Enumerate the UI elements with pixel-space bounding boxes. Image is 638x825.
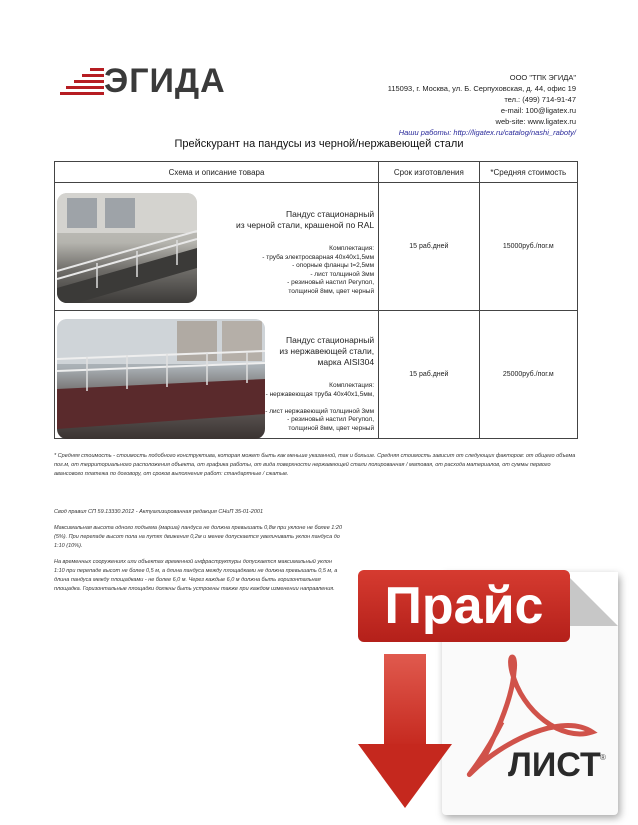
header-term: Срок изготовления xyxy=(379,162,479,183)
kit-line: - нержавеющая труба 40х40х1,5мм, xyxy=(265,390,375,398)
pdf-label: ЛИСТ xyxy=(508,746,601,784)
product-description xyxy=(265,335,374,433)
product-name-line: из нержавеющей стали, xyxy=(279,346,375,356)
kit-line: толщиной 8мм, цвет черный xyxy=(288,424,375,432)
price-cell: 25000руб./пог.м xyxy=(479,311,577,439)
page-title: Прейскурант на пандусы из черной/нержавеющей стали xyxy=(174,138,464,150)
product-name-line: марка AISI304 xyxy=(317,357,375,367)
download-arrow-icon xyxy=(384,654,426,748)
company-name: ООО "ТПК ЭГИДА" xyxy=(509,73,576,82)
kit-line: толщиной 8мм, цвет черный xyxy=(288,287,375,295)
product-name-line: из черной стали, крашеной по RAL xyxy=(235,220,375,230)
svg-text:®: ® xyxy=(600,753,606,762)
kit-line: - опорные фланцы t=2,5мм xyxy=(292,262,375,269)
works-link[interactable]: Наши работы: http://ligatex.ru/catalog/nashi_raboty/ xyxy=(398,128,576,137)
company-email[interactable]: e-mail: 100@ligatex.ru xyxy=(500,106,576,115)
kit-line: - труба электросварная 40х40х1,5мм xyxy=(262,253,375,261)
company-phone: тел.: (499) 714-91-47 xyxy=(504,95,576,104)
product-cell xyxy=(55,183,379,311)
kit-title: Комплектация: xyxy=(329,382,375,389)
regulation-paragraph: На временных сооружениях или объектах временной инфраструктуры допускается максимальный уклон 1:10 при перепаде высот не более 0,5 м, а длина пандуса между площадками не должна превышать 0,5 м, а длина пандуса между площадками - не более 6,0 м. Через каждые 6,0 м должна быть горизонтальная площадка. Горизонтальные площадки должны быть устроены также при каждом изменении направления. xyxy=(54,559,338,592)
term-cell: 15 раб.дней xyxy=(379,311,479,439)
regulation-title: Свод правил СП 59.13330.2012 - Актуализированная редакция СНиП 35-01-2001 xyxy=(54,509,264,515)
term-cell: 15 раб.дней xyxy=(379,183,479,311)
product-cell xyxy=(55,311,379,439)
pdf-banner: Прайс xyxy=(358,570,570,642)
kit-line: - резиновый настил Регупол, xyxy=(287,416,375,423)
kit-line: - лист толщиной 3мм xyxy=(310,270,375,278)
company-website[interactable]: web-site: www.ligatex.ru xyxy=(495,117,576,126)
product-name-line: Пандус стационарный xyxy=(286,335,375,345)
product-description xyxy=(236,209,374,296)
product-photo-stainless-steel xyxy=(57,319,265,439)
price-cell: 15000руб./пог.м xyxy=(479,183,577,311)
kit-line: - резиновый настил Регупол, xyxy=(287,279,375,286)
logo-text: ЭГИДА xyxy=(104,62,226,100)
header-price: *Средняя стоимость xyxy=(479,162,577,183)
kit-line xyxy=(265,399,374,408)
company-address: 115093, г. Москва, ул. Б. Серпуховская, д. 44, офис 19 xyxy=(387,84,576,93)
price-table xyxy=(54,161,578,439)
price-footnote: * Средняя стоимость - стоимость подобного конструктива, которая может быть как меньше указанной, так и больше. Средняя стоимость зависит от следующих факторов: от общего объема пог.м, от территориального расположения объекта, от графика работы, от вида поверхности нержавеющей стали полированная / матовая, от расхода материалов, от суммы первого авансового платежа по договору, от сроков выполнения работ: стандартные / сжатые. xyxy=(54,453,576,477)
table-header-row xyxy=(55,162,578,183)
table-row xyxy=(55,311,578,439)
product-name-line: Пандус стационарный xyxy=(286,209,375,219)
company-logo xyxy=(60,62,226,100)
kit-title: Комплектация: xyxy=(329,245,375,252)
header-description: Схема и описание товара xyxy=(55,162,379,183)
pdf-download-icon[interactable] xyxy=(358,550,630,820)
product-photo-black-steel xyxy=(57,193,197,303)
table-row xyxy=(55,183,578,311)
download-arrow-head xyxy=(358,744,452,808)
regulation-paragraph: Максимальная высота одного подъема (марша) пандуса не должна превышать 0,8м при уклоне не более 1:20 (5%). При перепаде высот пола на путях движения 0,2м и менее допускается увеличивать уклон пандуса до 1:10 (10%). xyxy=(54,525,343,549)
regulation-excerpt xyxy=(54,508,344,601)
kit-line: - лист нержавеющий толщиной 3мм xyxy=(265,407,375,415)
company-info xyxy=(388,72,576,138)
